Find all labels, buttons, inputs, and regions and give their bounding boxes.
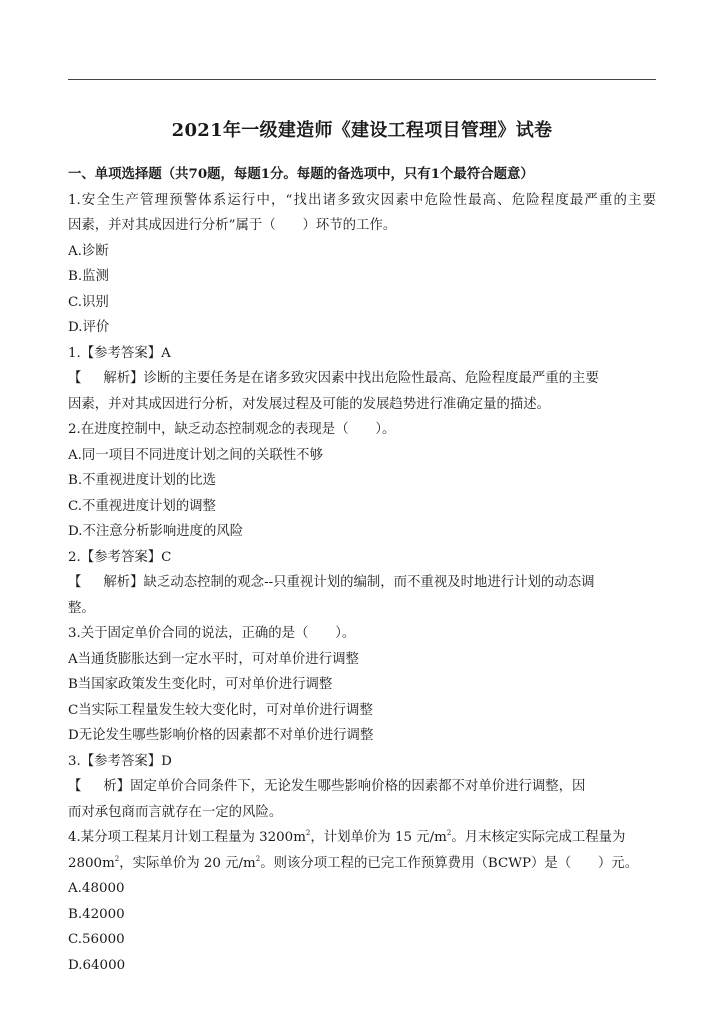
- q1-analysis-line2: 因素，并对其成因进行分析，对发展过程及可能的发展趋势进行准确定量的描述。: [68, 396, 551, 412]
- q4-superscript: 2: [255, 854, 261, 863]
- q2-analysis-line2: 整。: [68, 600, 95, 616]
- q4-stem-line1: [68, 825, 656, 851]
- q2-analysis-text1: 解析】缺乏动态控制的观念--只重视计划的编制，而不重视及时地进行计划的动态调: [103, 575, 595, 590]
- q4-option-c: C.56000: [68, 932, 125, 947]
- q1-answer: 1.【参考答案】A: [68, 345, 171, 361]
- q4-stem2-part-c: 。则该分项工程的已完工作预算费用（BCWP）是（ ）元。: [260, 855, 639, 871]
- q4-stem1-part-a: 4.某分项工程某月计划工程量为 3200m: [68, 830, 306, 845]
- q3-option-a: A当通货膨胀达到一定水平时，可对单价进行调整: [68, 651, 359, 667]
- q4-superscript: 2: [305, 829, 311, 837]
- q4-superscript: 2: [446, 829, 452, 837]
- q1-analysis-line1: [68, 366, 656, 392]
- q4-stem1-part-b: ，计划单价为 15 元/m: [310, 830, 447, 845]
- q2-option-c: C.不重视进度计划的调整: [68, 498, 216, 514]
- q2-answer: 2.【参考答案】C: [68, 549, 172, 565]
- q1-stem-line2: 因素，并对其成因进行分析”属于（ ）环节的工作。: [68, 218, 397, 233]
- q4-stem2-part-b: ，实际单价为 20 元/m: [119, 855, 256, 871]
- q3-analysis-line1: [68, 774, 656, 800]
- q1-analysis-bracket: 【: [68, 371, 82, 386]
- document-body: [68, 162, 656, 978]
- q1-option-c: C.识别: [68, 294, 109, 310]
- q2-option-b: B.不重视进度计划的比选: [68, 473, 217, 488]
- q2-analysis-line1: [68, 570, 656, 596]
- q2-stem: 2.在进度控制中，缺乏动态控制观念的表现是（ ）。: [68, 422, 396, 437]
- q4-stem-line2: [68, 851, 656, 877]
- q1-option-b: B.监测: [68, 269, 109, 284]
- q4-superscript: 2: [114, 854, 120, 863]
- q2-analysis-bracket: 【: [68, 575, 82, 590]
- q3-option-d: D无论发生哪些影响价格的因素都不对单价进行调整: [68, 728, 374, 743]
- q3-analysis-text1: 析】固定单价合同条件下，无论发生哪些影响价格的因素都不对单价进行调整，因: [103, 779, 586, 794]
- q4-stem2-part-a: 2800m: [68, 855, 115, 871]
- q3-option-c: C当实际工程量发生较大变化时，可对单价进行调整: [68, 702, 373, 718]
- q3-analysis-line2: 而对承包商而言就存在一定的风险。: [68, 804, 283, 820]
- header-rule: [68, 79, 656, 80]
- q1-analysis-text1: 解析】诊断的主要任务是在诸多致灾因素中找出危险性最高、危险程度最严重的主要: [103, 371, 599, 386]
- q3-analysis-bracket: 【: [68, 779, 82, 794]
- q4-option-d: D.64000: [68, 957, 126, 973]
- q3-stem: 3.关于固定单价合同的说法，正确的是（ ）。: [68, 626, 356, 641]
- section-heading: 一、单项选择题（共70题，每题1分。每题的备选项中，只有1个最符合题意）: [68, 166, 534, 182]
- q3-option-b: B当国家政策发生变化时，可对单价进行调整: [68, 677, 333, 692]
- q3-answer: 3.【参考答案】D: [68, 753, 172, 769]
- q2-option-a: A.同一项目不同进度计划之间的关联性不够: [68, 447, 323, 463]
- q4-option-b: B.42000: [68, 906, 125, 922]
- q4-option-a: A.48000: [68, 881, 125, 896]
- q4-stem1-part-c: 。月末核定实际完成工程量为: [451, 830, 626, 845]
- q1-option-a: A.诊断: [68, 243, 109, 259]
- q1-stem-line1: 1.安全生产管理预警体系运行中，“找出诸多致灾因素中危险性最高、危险程度最严重的主要: [68, 192, 656, 208]
- q1-option-d: D.评价: [68, 320, 110, 335]
- q2-option-d: D.不注意分析影响进度的风险: [68, 524, 244, 539]
- page-title: 2021年一级建造师《建设工程项目管理》试卷: [171, 120, 553, 141]
